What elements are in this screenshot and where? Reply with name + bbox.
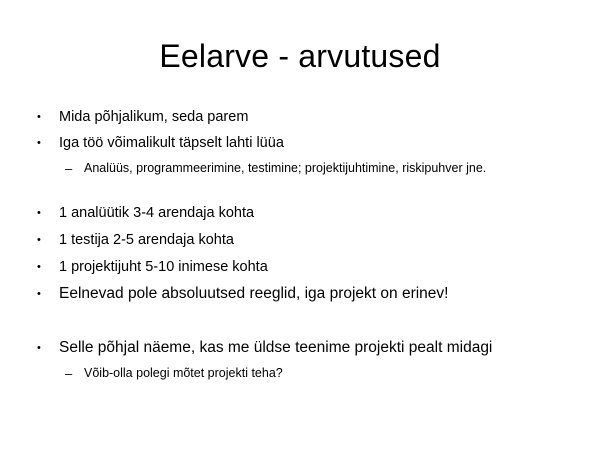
- sub-bullet-text: Võib-olla polegi mõtet projekti teha?: [84, 366, 283, 380]
- bullet-icon: •: [37, 207, 41, 219]
- slide-title: Eelarve - arvutused: [159, 38, 441, 74]
- bullet-text: 1 analüütik 3-4 arendaja kohta: [59, 205, 255, 221]
- dash-icon: –: [65, 161, 73, 176]
- bullet-icon: •: [37, 111, 41, 123]
- bullet-icon: •: [37, 342, 41, 354]
- bullet-text: Mida põhjalikum, seda parem: [59, 109, 249, 125]
- bullet-icon: •: [37, 288, 41, 300]
- bullet-text: 1 testija 2-5 arendaja kohta: [59, 232, 234, 248]
- bullet-text: Eelnevad pole absoluutsed reeglid, iga projekt on erinev!: [59, 285, 449, 302]
- sub-bullet-text: Analüüs, programmeerimine, testimine; projektijuhtimine, riskipuhver jne.: [84, 161, 487, 175]
- bullet-text: Selle põhjal näeme, kas me üldse teenime projekti pealt midagi: [59, 339, 493, 356]
- dash-icon: –: [65, 366, 73, 381]
- bullet-text: 1 projektijuht 5-10 inimese kohta: [59, 259, 268, 275]
- bullet-icon: •: [37, 234, 41, 246]
- bullet-icon: •: [37, 261, 41, 273]
- bullet-icon: •: [37, 137, 41, 149]
- bullet-text: Iga töö võimalikult täpselt lahti lüüa: [59, 135, 284, 151]
